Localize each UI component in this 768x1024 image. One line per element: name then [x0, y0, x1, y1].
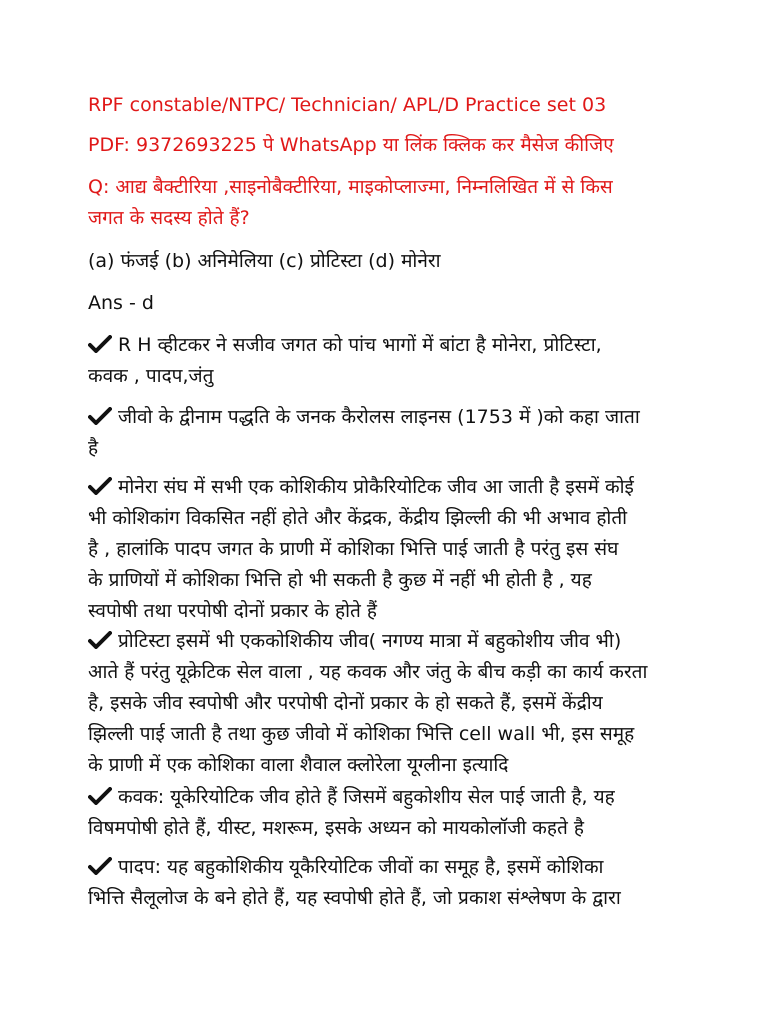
bullet-line: प्रोटिस्टा इसमें भी एककोशिकीय जीव( नगण्य मात्रा में बहुकोशीय जीव भी)	[88, 626, 684, 657]
check-mark-icon	[88, 631, 112, 649]
bullet-line: पादप: यह बहुकोशिकीय यूकैरियोटिक जीवों का समूह है, इसमें कोशिका	[88, 852, 684, 883]
question-line: जगत के सदस्य होते हैं?	[88, 207, 250, 229]
bullet-line: स्वपोषी तथा परपोषी दोनों प्रकार के होते हैं	[88, 600, 378, 622]
check-mark-icon	[88, 477, 112, 495]
answer-key: Ans - d	[88, 292, 154, 314]
bullet-line: के प्राणी में एक कोशिका वाला शैवाल क्लोरेला यूग्लीना इत्यादि	[88, 754, 509, 776]
check-mark-icon	[88, 787, 112, 805]
bullet-line: जीवो के द्वीनाम पद्धति के जनक कैरोलस लाइनस (1753 में )को कहा जाता	[88, 402, 684, 433]
check-mark-icon	[88, 407, 112, 425]
check-mark-icon	[88, 857, 112, 875]
bullet-line: भी कोशिकांग विकसित नहीं होते और केंद्रक, केंद्रीय झिल्ली की भी अभाव होती	[88, 507, 628, 529]
bullet-line: है , हालांकि पादप जगत के प्राणी में कोशिका भित्ति पाई जाती है परंतु इस संघ	[88, 538, 619, 560]
question	[88, 172, 684, 234]
bullet-line: कवक: यूकेरियोटिक जीव होते हैं जिसमें बहुकोशीय सेल पाई जाती है, यह	[88, 782, 684, 813]
answer-options: (a) फंजई (b) अनिमेलिया (c) प्रोटिस्टा (d) मोनेरा	[88, 250, 441, 272]
question-line: Q: आद्य बैक्टीरिया ,साइनोबैक्टीरिया, माइकोप्लाज्मा, निम्नलिखित में से किस	[88, 176, 613, 198]
document-title: RPF constable/NTPC/ Technician/ APL/D Practice set 03	[88, 94, 607, 116]
bullet-line: है, इसके जीव स्वपोषी और परपोषी दोनों प्रकार के हो सकते हैं, इसमें केंद्रीय	[88, 692, 603, 714]
bullet-line: है	[88, 437, 99, 459]
bullet-line: विषमपोषी होते हैं, यीस्ट, मशरूम, इसके अध्यन को मायकोलॉजी कहते है	[88, 817, 584, 839]
bullet-point	[88, 472, 684, 627]
bullet-point	[88, 330, 684, 392]
bullet-line: मोनेरा संघ में सभी एक कोशिकीय प्रोकैरियोटिक जीव आ जाती है इसमें कोई	[88, 472, 684, 503]
bullet-point	[88, 852, 684, 914]
pdf-contact-line: PDF: 9372693225 पे WhatsApp या लिंक क्लिक कर मैसेज कीजिए	[88, 134, 614, 156]
bullet-line: झिल्ली पाई जाती है तथा कुछ जीवो में कोशिका भित्ति cell wall भी, इस समूह	[88, 723, 635, 745]
bullet-line: R H व्हीटकर ने सजीव जगत को पांच भागों में बांटा है मोनेरा, प्रोटिस्टा,	[88, 330, 684, 361]
bullet-point	[88, 402, 684, 464]
bullet-point	[88, 626, 684, 781]
bullet-line: कवक , पादप,जंतु	[88, 365, 214, 387]
bullet-point	[88, 782, 684, 844]
bullet-line: आते हैं परंतु यूक्रेटिक सेल वाला , यह कवक और जंतु के बीच कड़ी का कार्य करता	[88, 661, 648, 683]
bullet-line: भित्ति सैलूलोज के बने होते हैं, यह स्वपोषी होते हैं, जो प्रकाश संश्लेषण के द्वारा	[88, 887, 621, 909]
bullet-line: के प्राणियों में कोशिका भित्ति हो भी सकती है कुछ में नहीं भी होती है , यह	[88, 569, 592, 591]
check-mark-icon	[88, 335, 112, 353]
